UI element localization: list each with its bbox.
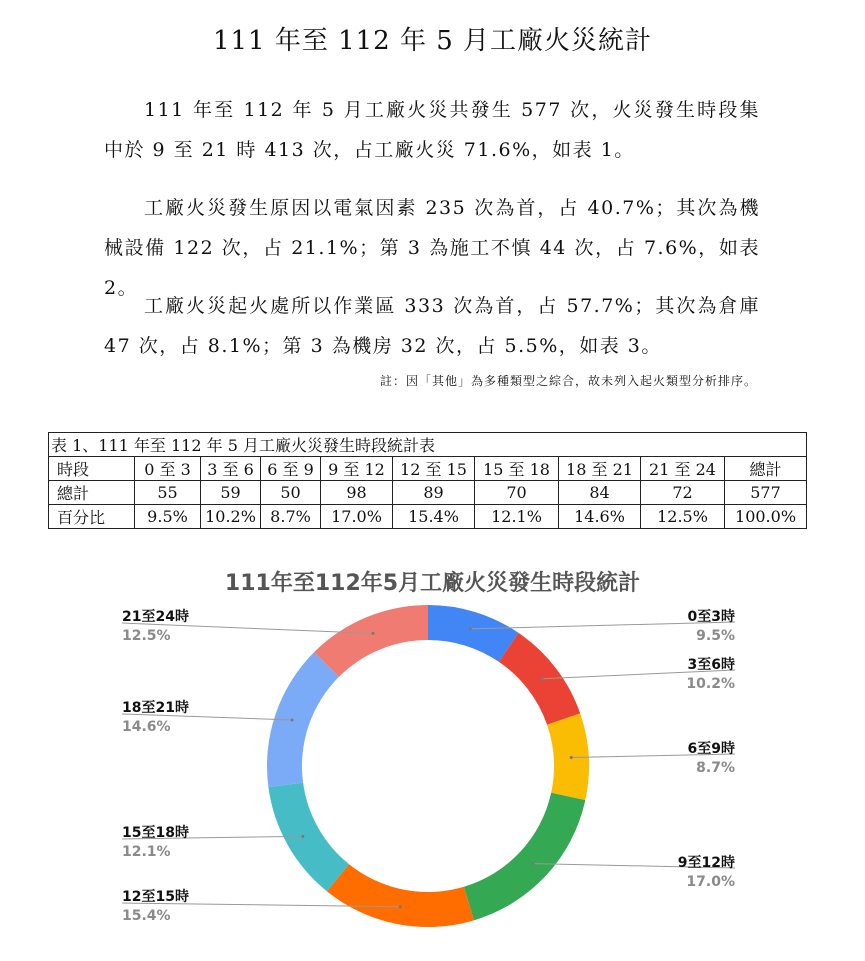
- summary-paragraph: 111 年至 112 年 5 月工廠火災共發生 577 次，火災發生時段集中於 9 至 21 時 413 次，占工廠火災 71.6%，如表 1。: [104, 99, 760, 161]
- table-header-cell: 12 至 15: [393, 457, 475, 481]
- leader-dot: [291, 718, 294, 721]
- table-cell: 12.5%: [641, 505, 725, 529]
- donut-slice: [327, 864, 474, 927]
- leader-dot: [301, 835, 304, 838]
- footnote: 註：因「其他」為多種類型之綜合，故未列入起火類型分析排序。: [379, 374, 757, 388]
- table-cell: 50: [261, 481, 321, 505]
- table-cell: 70: [475, 481, 559, 505]
- table-cell: 8.7%: [261, 505, 321, 529]
- table-header-cell: 21 至 24: [641, 457, 725, 481]
- table-cell: 59: [201, 481, 261, 505]
- donut-chart: [0, 556, 865, 961]
- table-cell: 577: [725, 481, 807, 505]
- table-header-cell: 3 至 6: [201, 457, 261, 481]
- table-cell: 14.6%: [559, 505, 641, 529]
- slice-label: 3至6時: [687, 657, 735, 673]
- table-caption: 表 1、111 年至 112 年 5 月工廠火災發生時段統計表: [49, 433, 807, 457]
- table-header-row: [49, 457, 807, 481]
- table-header-cell: 6 至 9: [261, 457, 321, 481]
- leader-dot: [469, 627, 472, 630]
- table-cell: 12.1%: [475, 505, 559, 529]
- table-cell: 百分比: [49, 505, 135, 529]
- table-cell: 98: [321, 481, 393, 505]
- table-caption-row: [49, 433, 807, 457]
- table-cell: 10.2%: [201, 505, 261, 529]
- table-cell: 9.5%: [135, 505, 201, 529]
- slice-label: 21至24時: [122, 609, 189, 625]
- location-paragraph: 工廠火災起火處所以作業區 333 次為首，占 57.7%；其次為倉庫 47 次，占 8.1%；第 3 為機房 32 次，占 5.5%，如表 3。: [104, 295, 760, 357]
- chart-title: 111年至112年5月工廠火災發生時段統計: [224, 571, 641, 596]
- table-header-cell: 18 至 21: [559, 457, 641, 481]
- table-header-cell: 15 至 18: [475, 457, 559, 481]
- table-row: [49, 481, 807, 505]
- donut-slice: [499, 633, 580, 725]
- table-header-cell: 0 至 3: [135, 457, 201, 481]
- leader-dot: [570, 756, 573, 759]
- slice-label: 9至12時: [677, 855, 735, 871]
- table-header-cell: 時段: [49, 457, 135, 481]
- slice-percent-label: 12.5%: [122, 628, 171, 644]
- donut-slice: [464, 793, 585, 921]
- time-period-table: [48, 432, 806, 529]
- slice-percent-label: 8.7%: [696, 760, 735, 776]
- slice-percent-label: 17.0%: [686, 874, 735, 890]
- table-header-cell: 9 至 12: [321, 457, 393, 481]
- table-cell: 55: [135, 481, 201, 505]
- leader-dot: [532, 862, 535, 865]
- donut-slice: [314, 605, 428, 677]
- table-cell: 84: [559, 481, 641, 505]
- table-cell: 100.0%: [725, 505, 807, 529]
- leader-dot: [540, 677, 543, 680]
- table-cell: 15.4%: [393, 505, 475, 529]
- cause-paragraph: 工廠火災發生原因以電氣因素 235 次為首，占 40.7%；其次為機械設備 122 次，占 21.1%；第 3 為施工不慎 44 次，占 7.6%，如表 2。: [104, 197, 760, 299]
- table-cell: 72: [641, 481, 725, 505]
- slice-percent-label: 15.4%: [122, 908, 171, 924]
- table-cell: 89: [393, 481, 475, 505]
- slice-label: 18至21時: [122, 700, 189, 716]
- slice-label: 0至3時: [687, 609, 735, 625]
- document-title: 111 年至 112 年 5 月工廠火災統計: [212, 26, 653, 56]
- table-row: [49, 505, 807, 529]
- table-cell: 17.0%: [321, 505, 393, 529]
- leader-dot: [399, 905, 402, 908]
- leader-dot: [372, 632, 375, 635]
- slice-percent-label: 12.1%: [122, 844, 171, 860]
- slice-label: 6至9時: [687, 741, 735, 757]
- slice-percent-label: 10.2%: [686, 676, 735, 692]
- slice-percent-label: 14.6%: [122, 719, 171, 735]
- slice-percent-label: 9.5%: [696, 628, 735, 644]
- table-header-cell: 總計: [725, 457, 807, 481]
- table-cell: 總計: [49, 481, 135, 505]
- slice-label: 12至15時: [122, 889, 189, 905]
- slice-label: 15至18時: [122, 825, 189, 841]
